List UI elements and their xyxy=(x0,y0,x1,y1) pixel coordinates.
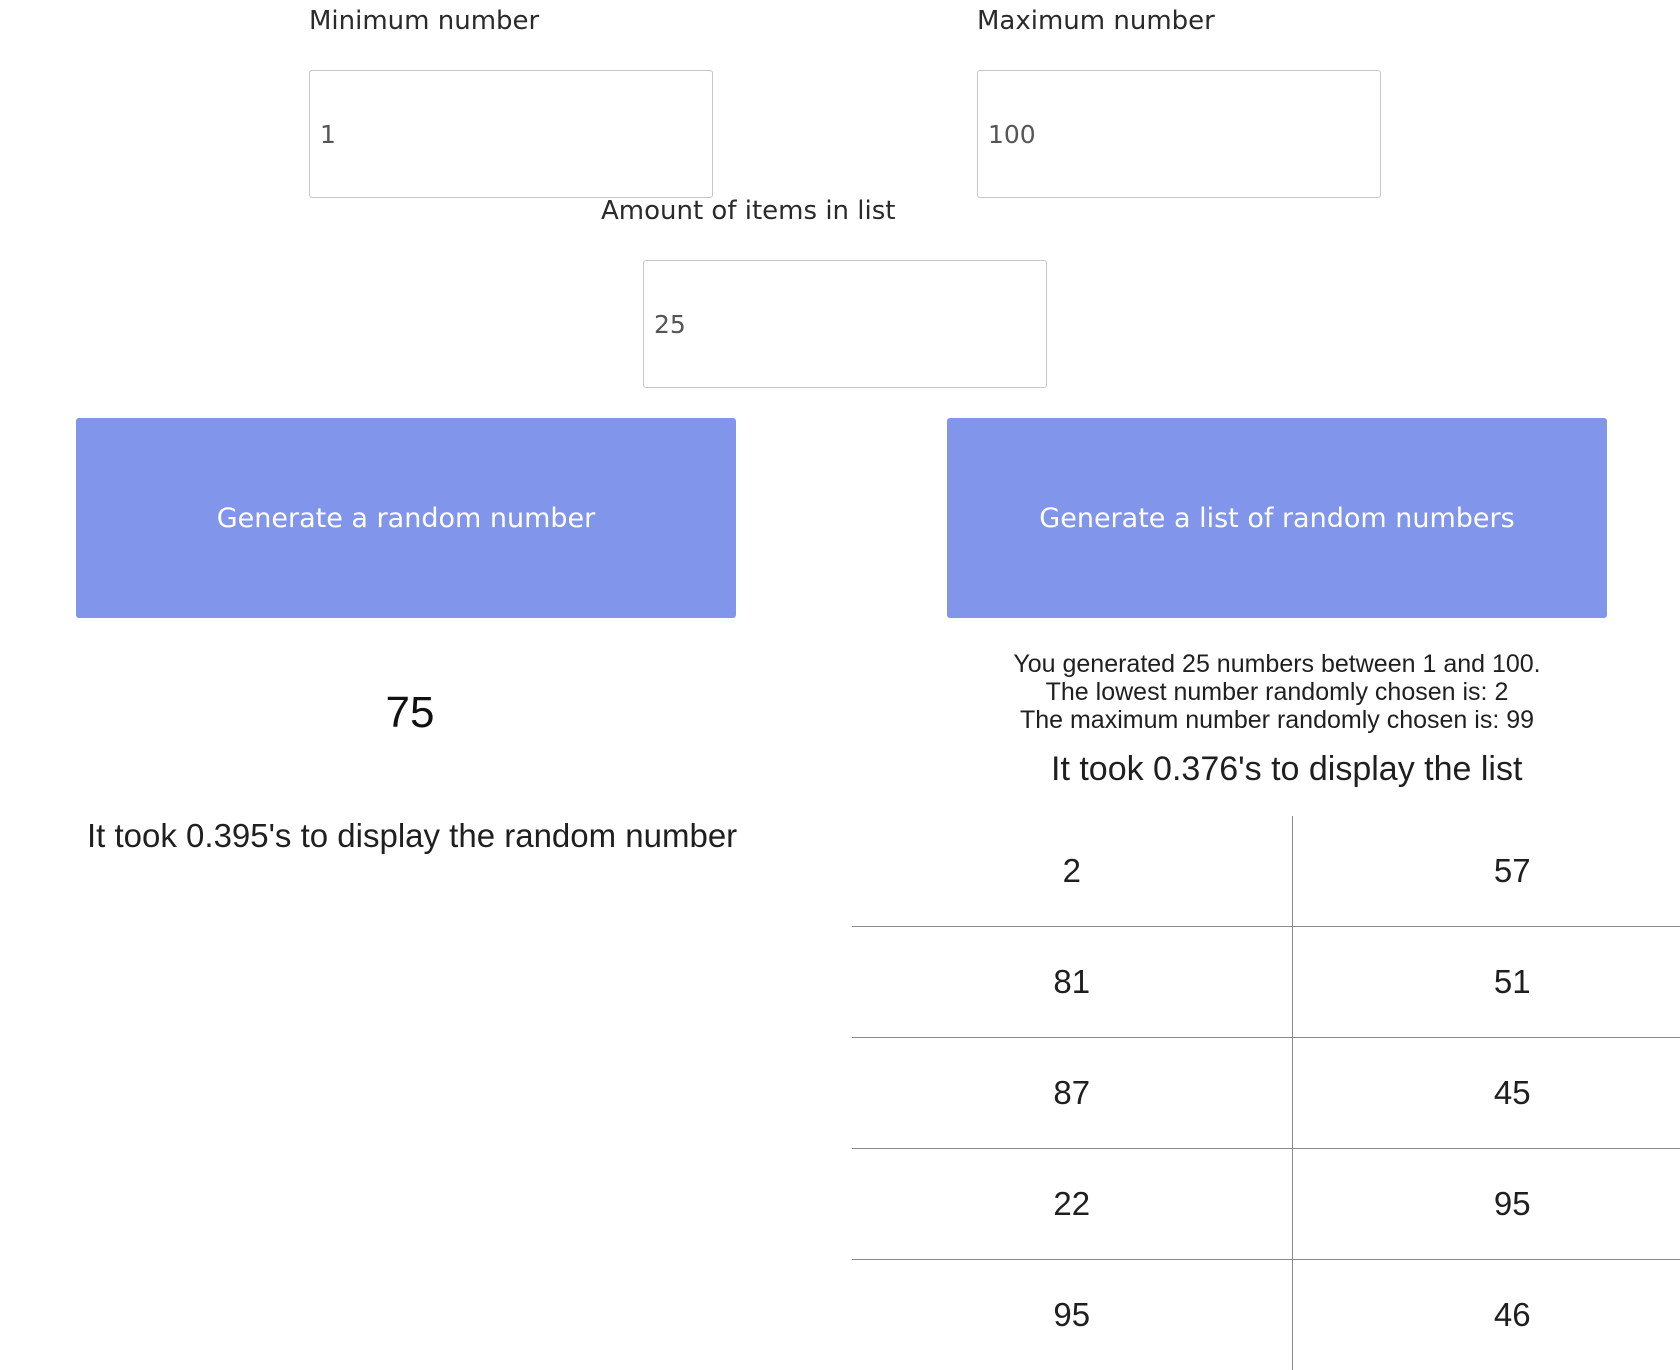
max-number-input[interactable] xyxy=(977,70,1381,198)
table-cell: 81 xyxy=(852,927,1292,1038)
table-row xyxy=(852,1038,1680,1149)
list-summary xyxy=(927,650,1627,734)
summary-max-line: The maximum number randomly chosen is: 99 xyxy=(927,706,1627,734)
table-row xyxy=(852,1149,1680,1260)
generate-number-button[interactable]: Generate a random number xyxy=(76,418,736,618)
table-cell: 87 xyxy=(852,1038,1292,1149)
amount-items-label: Amount of items in list xyxy=(601,196,895,226)
generate-list-button[interactable]: Generate a list of random numbers xyxy=(947,418,1607,618)
random-numbers-table xyxy=(852,816,1680,1370)
amount-items-input[interactable] xyxy=(643,260,1047,388)
table-cell: 45 xyxy=(1292,1038,1680,1149)
table-cell: 51 xyxy=(1292,927,1680,1038)
list-timing-text: It took 0.376's to display the list xyxy=(1051,750,1522,789)
summary-lowest-line: The lowest number randomly chosen is: 2 xyxy=(927,678,1627,706)
table-cell: 95 xyxy=(1292,1149,1680,1260)
table-row xyxy=(852,1260,1680,1370)
table-row xyxy=(852,927,1680,1038)
table-cell: 22 xyxy=(852,1149,1292,1260)
min-number-input[interactable] xyxy=(309,70,713,198)
table-row xyxy=(852,816,1680,927)
table-cell: 46 xyxy=(1292,1260,1680,1370)
table-cell: 57 xyxy=(1292,816,1680,927)
max-number-label: Maximum number xyxy=(977,6,1215,36)
table-cell: 95 xyxy=(852,1260,1292,1370)
table-cell: 2 xyxy=(852,816,1292,927)
min-number-label: Minimum number xyxy=(309,6,539,36)
random-number-result: 75 xyxy=(350,688,470,738)
summary-generated-line: You generated 25 numbers between 1 and 100. xyxy=(927,650,1627,678)
single-timing-text: It took 0.395's to display the random number xyxy=(87,817,737,855)
